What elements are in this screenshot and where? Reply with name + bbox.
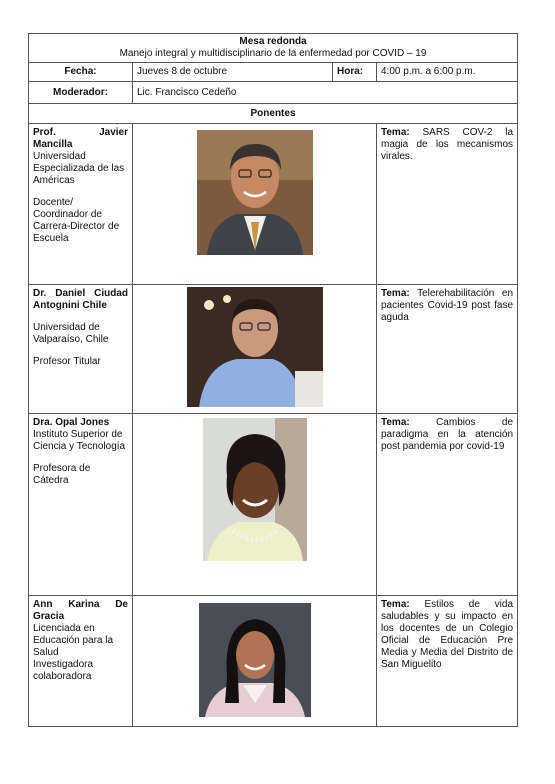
hora-label: Hora: [333, 63, 377, 82]
tema-label: Tema: [381, 127, 410, 138]
date-row [29, 63, 518, 82]
table-subtitle: Manejo integral y multidisciplinario de la enfermedad por COVID – 19 [119, 48, 427, 59]
speaker-photo [199, 603, 311, 717]
speaker-photo [187, 287, 323, 407]
ponentes-row [29, 104, 518, 124]
speaker-photo-cell [133, 285, 377, 414]
speaker-affiliation: Investigadora colaboradora [33, 659, 94, 682]
moderador-label: Moderador: [29, 82, 133, 104]
document-page [28, 33, 517, 727]
tema-text: Cambios de paradigma en la atención post pandemia por covid-19 [381, 417, 514, 452]
speaker-row [29, 596, 518, 727]
fecha-label: Fecha: [29, 63, 133, 82]
speaker-photo [203, 418, 307, 561]
speaker-role: Docente/ Coordinador de Carrera-Director de Escuela [33, 197, 120, 244]
tema-label: Tema: [381, 288, 410, 299]
hora-value: 4:00 p.m. a 6:00 p.m. [377, 63, 518, 82]
speaker-topic [377, 285, 518, 414]
speaker-name: Dra. Opal Jones [33, 417, 110, 428]
tema-text: Telerehabilitación en pacientes Covid-19 post fase aguda [381, 288, 514, 323]
speaker-photo [197, 130, 313, 255]
moderator-row [29, 82, 518, 104]
speaker-row [29, 414, 518, 596]
speaker-name: Dr. Daniel Ciudad Antognini Chile [33, 288, 128, 311]
tema-label: Tema: [381, 599, 410, 610]
title-row [29, 34, 518, 63]
speaker-topic [377, 596, 518, 727]
speaker-affiliation: Licenciada en Educación para la Salud [33, 623, 114, 658]
speaker-name: Prof. Javier Mancilla [33, 127, 128, 150]
speaker-photo-cell [133, 124, 377, 285]
schedule-table [28, 33, 518, 727]
speaker-topic [377, 414, 518, 596]
speaker-info [29, 414, 133, 596]
speaker-role: Profesor Titular [33, 356, 101, 367]
ponentes-label: Ponentes [29, 104, 518, 124]
speaker-role: Profesora de Cátedra [33, 463, 91, 486]
speaker-topic [377, 124, 518, 285]
speaker-name: Ann Karina De Gracia [33, 599, 128, 622]
speaker-row [29, 285, 518, 414]
speaker-affiliation: Instituto Superior de Ciencia y Tecnología [33, 429, 126, 452]
speaker-row [29, 124, 518, 285]
tema-label: Tema: [381, 417, 410, 428]
speaker-info [29, 596, 133, 727]
fecha-value: Jueves 8 de octubre [133, 63, 333, 82]
speaker-affiliation: Universidad Especializada de las Américas [33, 151, 125, 186]
speaker-affiliation: Universidad de Valparaíso, Chile [33, 322, 109, 345]
table-title: Mesa redonda [239, 36, 307, 47]
speaker-photo-cell [133, 414, 377, 596]
speaker-photo-cell [133, 596, 377, 727]
moderador-value: Lic. Francisco Cedeño [133, 82, 518, 104]
tema-text: SARS COV-2 la magia de los mecanismos virales. [381, 127, 514, 162]
tema-text: Estilos de vida saludables y su impacto en los docentes de un Colegio Oficial de Educación Pre Media y Media del Distrito de San Miguelito [381, 599, 514, 670]
speaker-info [29, 285, 133, 414]
speaker-info [29, 124, 133, 285]
